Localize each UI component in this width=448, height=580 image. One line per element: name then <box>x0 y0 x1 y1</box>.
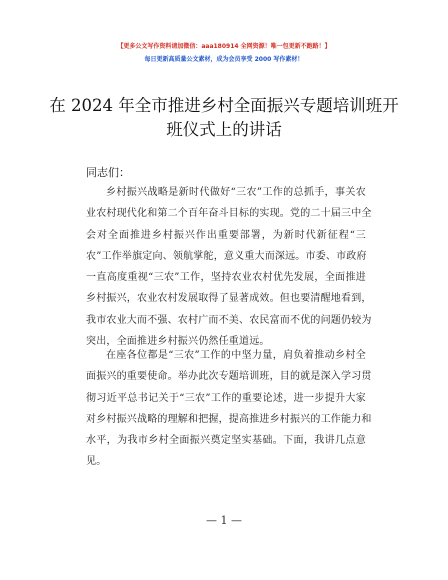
page-number: — 1 — <box>206 514 242 527</box>
salutation: 同志们： <box>86 166 130 179</box>
paragraph-line: 我市农业大而不强、农村广而不美、农民富而不优的问题仍较为 <box>86 314 372 326</box>
paragraph-1 <box>86 182 372 352</box>
paragraph-line: 会对全面推进乡村振兴作出重要部署，为新时代新征程“三 <box>86 229 366 241</box>
paragraph-line: 业农村现代化和第二个百年奋斗目标的实现。党的二十届三中全 <box>86 208 372 220</box>
paragraph-line: 突出，全面推进乡村振兴仍然任重道远。 <box>86 336 270 348</box>
paragraph-line: 乡村振兴战略是新时代做好“三农”工作的总抓手，事关农 <box>106 187 366 198</box>
document-title <box>40 94 408 142</box>
paragraph-line: 一直高度重视“三农”工作，坚持农业农村优先发展，全面推进 <box>86 272 366 284</box>
paragraph-line: 对乡村振兴战略的理解和把握，提高推进乡村振兴的工作能力和 <box>86 413 372 425</box>
paragraph-line: 面振兴的重要使命。举办此次专题培训班，目的就是深入学习贯 <box>86 371 372 383</box>
title-line-2: 班仪式上的讲话 <box>166 120 282 139</box>
paragraph-line: 彻习近平总书记关于“三农”工作的重要论述，进一步提升大家 <box>86 392 366 404</box>
promo-banner-line-2: 每日更新高质量公文素材，成为会员享受 2000 写作素材！ <box>144 56 304 63</box>
paragraph-2 <box>86 345 372 473</box>
paragraph-line: 见。 <box>86 456 107 468</box>
paragraph-line: 水平，为我市乡村全面振兴奠定坚实基础。下面，我讲几点意 <box>86 435 366 447</box>
promo-banner-line-1: 【更多公文写作资料请加微信：aaa180914 全网资源！唯一包更新不跑路！】 <box>117 43 331 50</box>
paragraph-line: 农”工作举旗定向、领航掌舵，意义重大而深远。市委、市政府 <box>86 250 367 262</box>
paragraph-line: 在座各位都是“三农”工作的中坚力量，肩负着推动乡村全 <box>106 350 366 361</box>
title-line-1: 在 2024 年全市推进乡村全面振兴专题培训班开 <box>49 96 399 115</box>
paragraph-line: 乡村振兴，农业农村发展取得了显著成效。但也要清醒地看到， <box>86 293 372 305</box>
